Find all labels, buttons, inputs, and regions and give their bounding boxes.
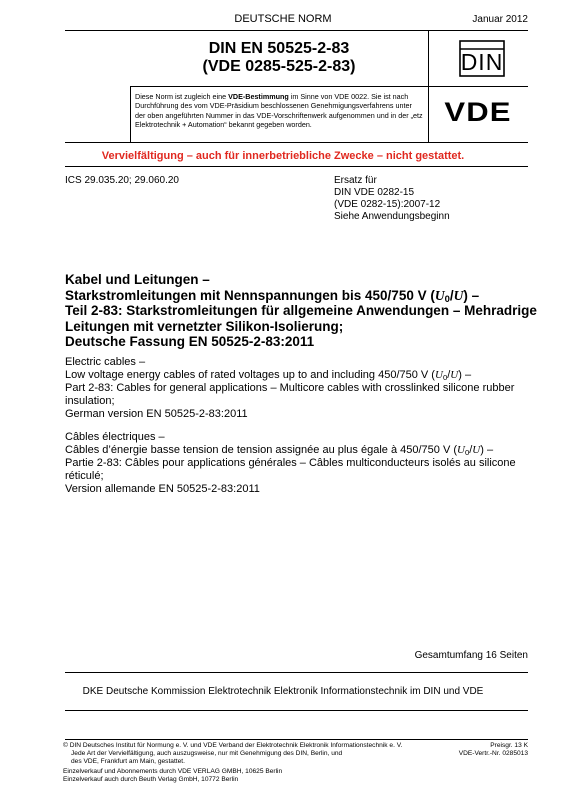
pagecount-divider: [65, 672, 528, 673]
din-logo-text: DIN: [460, 49, 504, 75]
ics-codes: ICS 29.035.20; 29.060.20: [65, 175, 179, 186]
price-group: Preisgr. 13 K: [490, 742, 528, 749]
copyright-notice: © DIN Deutsches Institut für Normung e. V. und VDE Verband der Elektrotechnik Elektronik Informationstechnik e. V. Jede Art der Vervielfältigung, auch auszugsweise, nur mit Genehmigung des DIN, Berlin, und des VDE, Frankfurt am Main, gestattet.: [63, 742, 403, 765]
title-english: Electric cables – Low voltage energy cables of rated voltages up to and including 450/750 V $(U_0/U)$ – Part 2-83: Cables for general applications – Multicore cables with crosslinked silicone rubber insulation; German version EN 50525-2-83:2011: [65, 356, 515, 420]
box-bottom-divider: [65, 142, 528, 143]
dke-line: DKE Deutsche Kommission Elektrotechnik Elektronik Informationstechnik im DIN und VDE: [82, 686, 484, 697]
document-designation: [130, 40, 428, 76]
vde-bestimmung: VDE-Bestimmung: [228, 92, 289, 101]
norm-type: DEUTSCHE NORM: [234, 13, 332, 25]
vde-notice: Diese Norm ist zugleich eine VDE-Bestimmung im Sinne von VDE 0022. Sie ist nach Durchführung des vom VDE-Präsidium beschlossenen Genehmigungsverfahrens unter der oben angeführten Nummer in das VDE-Vorschriftenwerk aufgenommen und in der „etz Elektrotechnik + Automation“ bekannt gegeben worden.: [135, 92, 423, 130]
replacement-info: Ersatz für DIN VDE 0282-15 (VDE 0282-15):2007-12 Siehe Anwendungsbeginn: [334, 175, 450, 222]
order-number: VDE-Vertr.-Nr. 0285013: [458, 750, 528, 757]
page-count: Gesamtumfang 16 Seiten: [414, 650, 528, 661]
designation-din: DIN EN 50525-2-83: [208, 40, 350, 57]
footer-divider: [65, 739, 528, 740]
designation-vde: (VDE 0285-525-2-83): [202, 58, 356, 75]
vde-logo: VDE: [444, 97, 512, 127]
title-german: Kabel und Leitungen – Starkstromleitungen mit Nennspannungen bis 450/750 V $(U_0/U)$ – Teil 2-83: Starkstromleitungen für allgemeine Anwendungen – Mehradrige Leitungen mit vernetzter Silikon-Isolierung; Deutsche Fassung EN 50525-2-83:2011: [65, 272, 537, 349]
copy-warning: Vervielfältigung – auch für innerbetriebliche Zwecke – nicht gestattet.: [101, 150, 465, 162]
notice-left-border: [130, 86, 131, 142]
sales-info: Einzelverkauf und Abonnements durch VDE VERLAG GMBH, 10625 Berlin Einzelverkauf auch durch Beuth Verlag GmbH, 10772 Berlin: [63, 768, 283, 783]
din-logo: [459, 40, 505, 77]
title-french: Câbles électriques – Câbles d’énergie basse tension de tension assignée au plus égale à 450/750 V $(U_0/U)$ – Partie 2-83: Câbles pour applications générales – Câbles multiconducteurs isolés au silicone réticulé; Version allemande EN 50525-2-83:2011: [65, 431, 516, 495]
warning-divider: [65, 166, 528, 167]
header-divider: [65, 30, 528, 31]
designation-divider: [130, 86, 528, 87]
price-info: [459, 742, 528, 758]
dke-divider: [65, 710, 528, 711]
issue-date: Januar 2012: [472, 14, 528, 25]
